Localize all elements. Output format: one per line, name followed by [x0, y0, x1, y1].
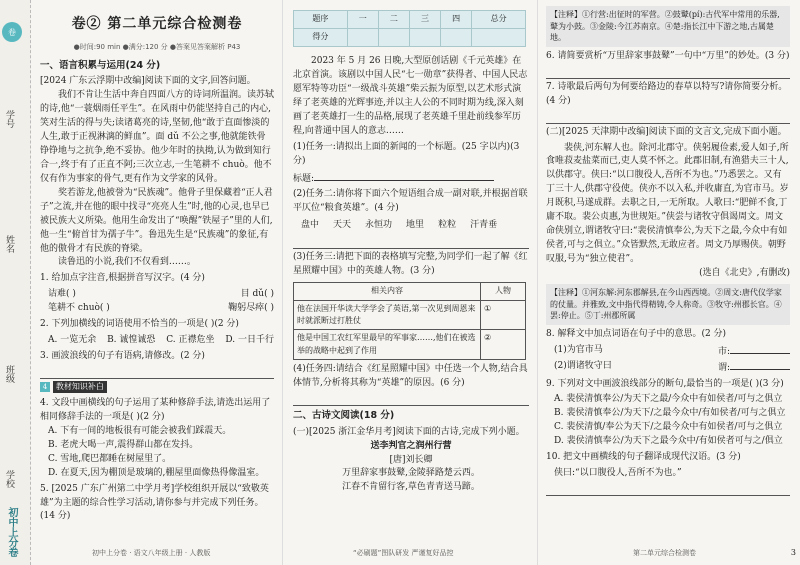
prose-source: (选自《北史》,有删改) [699, 267, 790, 278]
student-id-label: 学号 [4, 110, 14, 128]
passage-intro: [2024 广东云浮期中改编]阅读下面的文字,回答问题。 [40, 76, 256, 87]
question-2: 2. 下列加横线的词语使用不恰当的一项是( )(2 分) [40, 319, 239, 330]
score-header-cell: 总分 [472, 11, 526, 29]
question-9: 9. 下列对文中画波浪线部分的断句,最恰当的一项是( )(3 分) [546, 378, 784, 389]
q8-item: (2)谓诸牧守曰 [554, 360, 612, 371]
q2-option[interactable]: A. 一览无余 [48, 335, 97, 346]
poem-line: 江春不肯留行客,草色青青送马蹄。 [342, 482, 480, 493]
score-cell[interactable] [472, 29, 526, 47]
table-answer-cell[interactable]: ① [481, 300, 526, 330]
word-item: 粒粒 [438, 220, 457, 231]
table-cell: 他在法国开华读大学学会了英语,第一次见到周恩来时就派断过打胜仗 [294, 300, 481, 330]
q4-option[interactable]: D. 在夏天,因为棚顶是玻璃的,棚屋里面像热得像温室。 [48, 467, 265, 478]
score-header-cell: 四 [441, 11, 472, 29]
volume-tab-icon: 卷 [2, 22, 22, 42]
knowledge-tag: 教材知识补白 [53, 381, 107, 393]
exam-meta: ●时间:90 min ●满分:120 分 ●答案见答案解析 P43 [73, 42, 241, 51]
word-item: 天天 [333, 220, 352, 231]
question-4: 4. 文段中画横线的句子运用了某种修辞手法,请选出运用了相同修辞手法的一项是( )(2 分) [40, 397, 271, 422]
q2-option[interactable]: B. 诚惶诚恐 [107, 335, 156, 346]
prose-intro: (二)[2025 天津期中改编]阅读下面的文言文,完成下面小题。 [546, 126, 787, 137]
q9-option[interactable]: D. 裴侯清慎奉公/为天下之最今众中/有如侯者可与之/俱立 [554, 436, 783, 447]
score-row-label: 得分 [294, 29, 348, 47]
left-footer: 初中上分卷 · 语文八年级上册 · 人教版 [92, 549, 211, 558]
task-2: (2)任务二:请你将下面六个短语组合成一副对联,并根据首联平仄位“粮食英雄”。(4 分) [293, 189, 528, 214]
table-header: 相关内容 [294, 283, 481, 300]
q10-sentence: 侠曰:“以口腹役人,吾所不为也。” [554, 468, 682, 479]
middle-column [282, 0, 535, 565]
score-header-cell: 三 [409, 11, 440, 29]
q2-option[interactable]: D. 一日千行 [225, 335, 274, 346]
question-1: 1. 给加点字注音,根据拼音写汉字。(4 分) [40, 273, 205, 284]
task-1: (1)任务一:请拟出上面的新闻的一个标题。(25 字以内)(3 分) [293, 141, 520, 166]
q9-option[interactable]: C. 裴侯清慎/奉公为天下/之最今众中有如侯者/可与之俱立 [554, 422, 783, 433]
answer-line[interactable] [40, 366, 274, 379]
question-7: 7. 诗歌最后两句为何要给路边的春草以特写?请你简要分析。(4 分) [546, 81, 788, 106]
middle-footer: “必刷题”图队研发 严谨复好品控 [353, 549, 454, 558]
word-bank [301, 219, 529, 233]
binding-margin [0, 0, 31, 565]
answer-line[interactable] [546, 66, 790, 79]
q8-answer-field[interactable] [730, 360, 790, 370]
right-column [537, 0, 800, 565]
q1-item[interactable]: 笔耕不 chuò( ) [48, 303, 110, 314]
section-2-heading: 二、古诗文阅读(18 分) [293, 409, 395, 421]
title-answer-field[interactable] [314, 171, 494, 181]
score-header-cell: 一 [347, 11, 378, 29]
table-cell: 他是中国工农红军里最早的军事家……,他们在被选举的战略中起到了作用 [294, 330, 481, 360]
prose-notes: 【注释】①河东解:河东郡解县,在今山西西境。②周文:唐代仪学家的仗量。并雅致,文中指代得精铸,令人称奇。③牧守:州郡长官。④罢:停止。⑤丁:州郡所属 [546, 284, 790, 325]
task-4: (4)任务四:请结合《红星照耀中国》中任选一个人物,结合具体情节,分析将其称为“英雄”的原因。(6 分) [293, 364, 528, 389]
question-6: 6. 请简要赏析“万里辞家事鼓鼙”一句中“万里”的妙处。(3 分) [546, 50, 790, 61]
q8-item: (1)为官市马 [554, 344, 603, 355]
question-10: 10. 把文中画横线的句子翻译成现代汉语。(3 分) [546, 452, 741, 463]
poem-line: 万里辞家事鼓鼙,金陵驿路楚云西。 [342, 468, 480, 479]
score-cell[interactable] [409, 29, 440, 47]
word-item: 地里 [406, 220, 425, 231]
q8-label: 谓: [717, 362, 730, 373]
title-label: 标题: [293, 173, 315, 184]
q1-item[interactable]: 目 dǔ( ) [240, 289, 274, 300]
q8-answer-field[interactable] [730, 344, 790, 354]
poem-title: 送李判官之润州行营 [370, 440, 452, 451]
prose-passage: 裴侠,河东解人也。除河北郡守。侠躬履俭素,爱人如子,所食唯菽麦盐菜而已,吏人莫不怀之。此郡旧制,有渔猎夫三十人,以供郡守。侠曰:“以口腹役人,吾所不为也。”乃悉罢之。又有丁三十人,供郡守役使。侠亦不以入私,并收庸直,为官市马。岁月既积,马遂成群。去职之日,一无所取。人歌曰:“肥鲜不食,丁庸不取。裴公贞惠,为世规矩。”侠尝与诸牧守俱谒周文。周文命侠别立,谓诸牧守曰:“裴侯清慎奉公,为天下之最,今众中有如侯者,可与之俱立。”众皆默然,无敢应者。周文乃厚赐侠。朝野叹服,号为“独立使君”。 [546, 142, 789, 265]
q2-option[interactable]: C. 正襟危坐 [166, 335, 215, 346]
question-8: 8. 解释文中加点词语在句子中的意思。(2 分) [546, 328, 727, 339]
section-1-heading: 一、语言积累与运用(24 分) [40, 59, 161, 71]
name-label: 姓名 [4, 235, 14, 253]
q9-option[interactable]: B. 裴侯清慎奉公/为天下/之最今众中/有如侯者/可与之俱立 [554, 408, 786, 419]
q1-item[interactable]: 鞠躬尽瘁( ) [228, 303, 274, 314]
table-row [294, 300, 526, 330]
q9-option[interactable]: A. 裴侯清慎奉公/为天下之最/今众中有如侯者/可与之俱立 [554, 394, 783, 405]
table-header: 人物 [481, 283, 526, 300]
score-header-cell: 二 [378, 11, 409, 29]
word-item: 汗青垂 [470, 220, 498, 231]
passage-paragraph: 我们不肯让生活中奔自四面八方的诗词所温润。读苏轼的诗,他“一蓑烟雨任平生”。在风雨中仍能坚持自己的内心,笑对生活的得与失;读诸葛亮的诗,坚韧,他“敢于直面惨淡的人生,敢于正视淋漓的鲜血”。面 dǔ 不公之事,他就能铁骨铮铮地与之抗争,绝不妥协。他少年时的执拗,认为做到知行合一,终于有了正直不阿;三次立志,一生笔耕不 chuò。他不仅有作为事家的骨气,更有作为文学家的风骨。 [40, 90, 275, 184]
q4-option[interactable]: C. 雪地,爬巴都睡在树屋里了。 [48, 453, 172, 464]
table-row [294, 330, 526, 360]
left-column [32, 0, 280, 565]
passage-paragraph: 奖若游龙,他被誉为“民族魂”。他骨子里保藏着“正人君子”之流,并在他的眼中找寻“亮亮人生”时,他的心灵,也早已被民族大义所染。他用生命发出了“唤醒”铁屋子”里的人们,他一生“俯首甘为孺子牛”。鲁迅先生是“民族魂”的象征,有他的傲骨才有民族的脊梁。 [40, 187, 273, 254]
word-item: 永恒功 [365, 220, 393, 231]
question-5: 5. [2025 广东广州第二中学月考]学校组织开展以“致敬英雄”为主题的综合性学习活动,请你参与并完成下列任务。(14 分) [40, 483, 269, 522]
task-3: (3)任务三:请把下面的表格填写完整,为同学们一起了解《红星照耀中国》中的英雄人物。(3 分) [293, 252, 528, 277]
q1-item[interactable]: 诘难( ) [48, 289, 76, 300]
brand-logo: 初中上分卷 [6, 507, 17, 557]
poem-author: [唐]刘长卿 [389, 454, 433, 465]
page-number: 3 [790, 547, 796, 557]
right-footer: 第二单元综合检测卷 [633, 549, 696, 558]
passage-paragraph: 读鲁迅的小说,我们不仅看到……。 [58, 257, 196, 268]
score-header-cell: 题序 [294, 11, 348, 29]
q4-option[interactable]: B. 老虎大喝一声,震得群山都在发抖。 [48, 439, 199, 450]
score-cell[interactable] [378, 29, 409, 47]
poem-notes: 【注释】①行营:出征时的军营。②鼓鼙(pí):古代军中常用的乐器,鼙为小鼓。③金陵:今江苏南京。④楚:指长江中下游之地,古属楚地。 [546, 6, 790, 47]
score-table [293, 10, 526, 47]
answer-line[interactable] [546, 111, 790, 124]
q8-label: 市: [717, 346, 730, 357]
answer-line[interactable] [293, 236, 529, 249]
table-answer-cell[interactable]: ② [481, 330, 526, 360]
score-cell[interactable] [441, 29, 472, 47]
knowledge-icon: 4 [40, 382, 50, 392]
poem-intro: (一)[2025 浙江金华月考]阅读下面的古诗,完成下列小题。 [293, 426, 525, 437]
q4-option[interactable]: A. 下有一间的地板很有可能会被我们踩震天。 [48, 425, 232, 436]
score-cell[interactable] [347, 29, 378, 47]
answer-line[interactable] [293, 393, 529, 406]
question-3: 3. 画波浪线的句子有语病,请修改。(2 分) [40, 351, 205, 362]
hero-table [293, 282, 526, 360]
word-item: 盘中 [301, 220, 320, 231]
school-label: 学校 [4, 470, 14, 488]
class-label: 班级 [4, 365, 14, 383]
exam-title: 卷② 第二单元综合检测卷 [71, 16, 243, 32]
answer-line[interactable] [546, 483, 790, 496]
news-passage: 2023 年 5 月 26 日晚,大型原创话剧《千元英雄》在北京首演。该剧以中国人民“七一勋章”获得者、中国人民志愿军特等功臣“一级战斗英雄”柴云振为原型,以艺术形式演绎了老英雄的光辉事迹,并以主人公的不同时期为线,深入刻画了老英雄打一生的品格,展现了老英雄千里赴前线参军历程,向普通中国人的意志…… [293, 56, 528, 136]
